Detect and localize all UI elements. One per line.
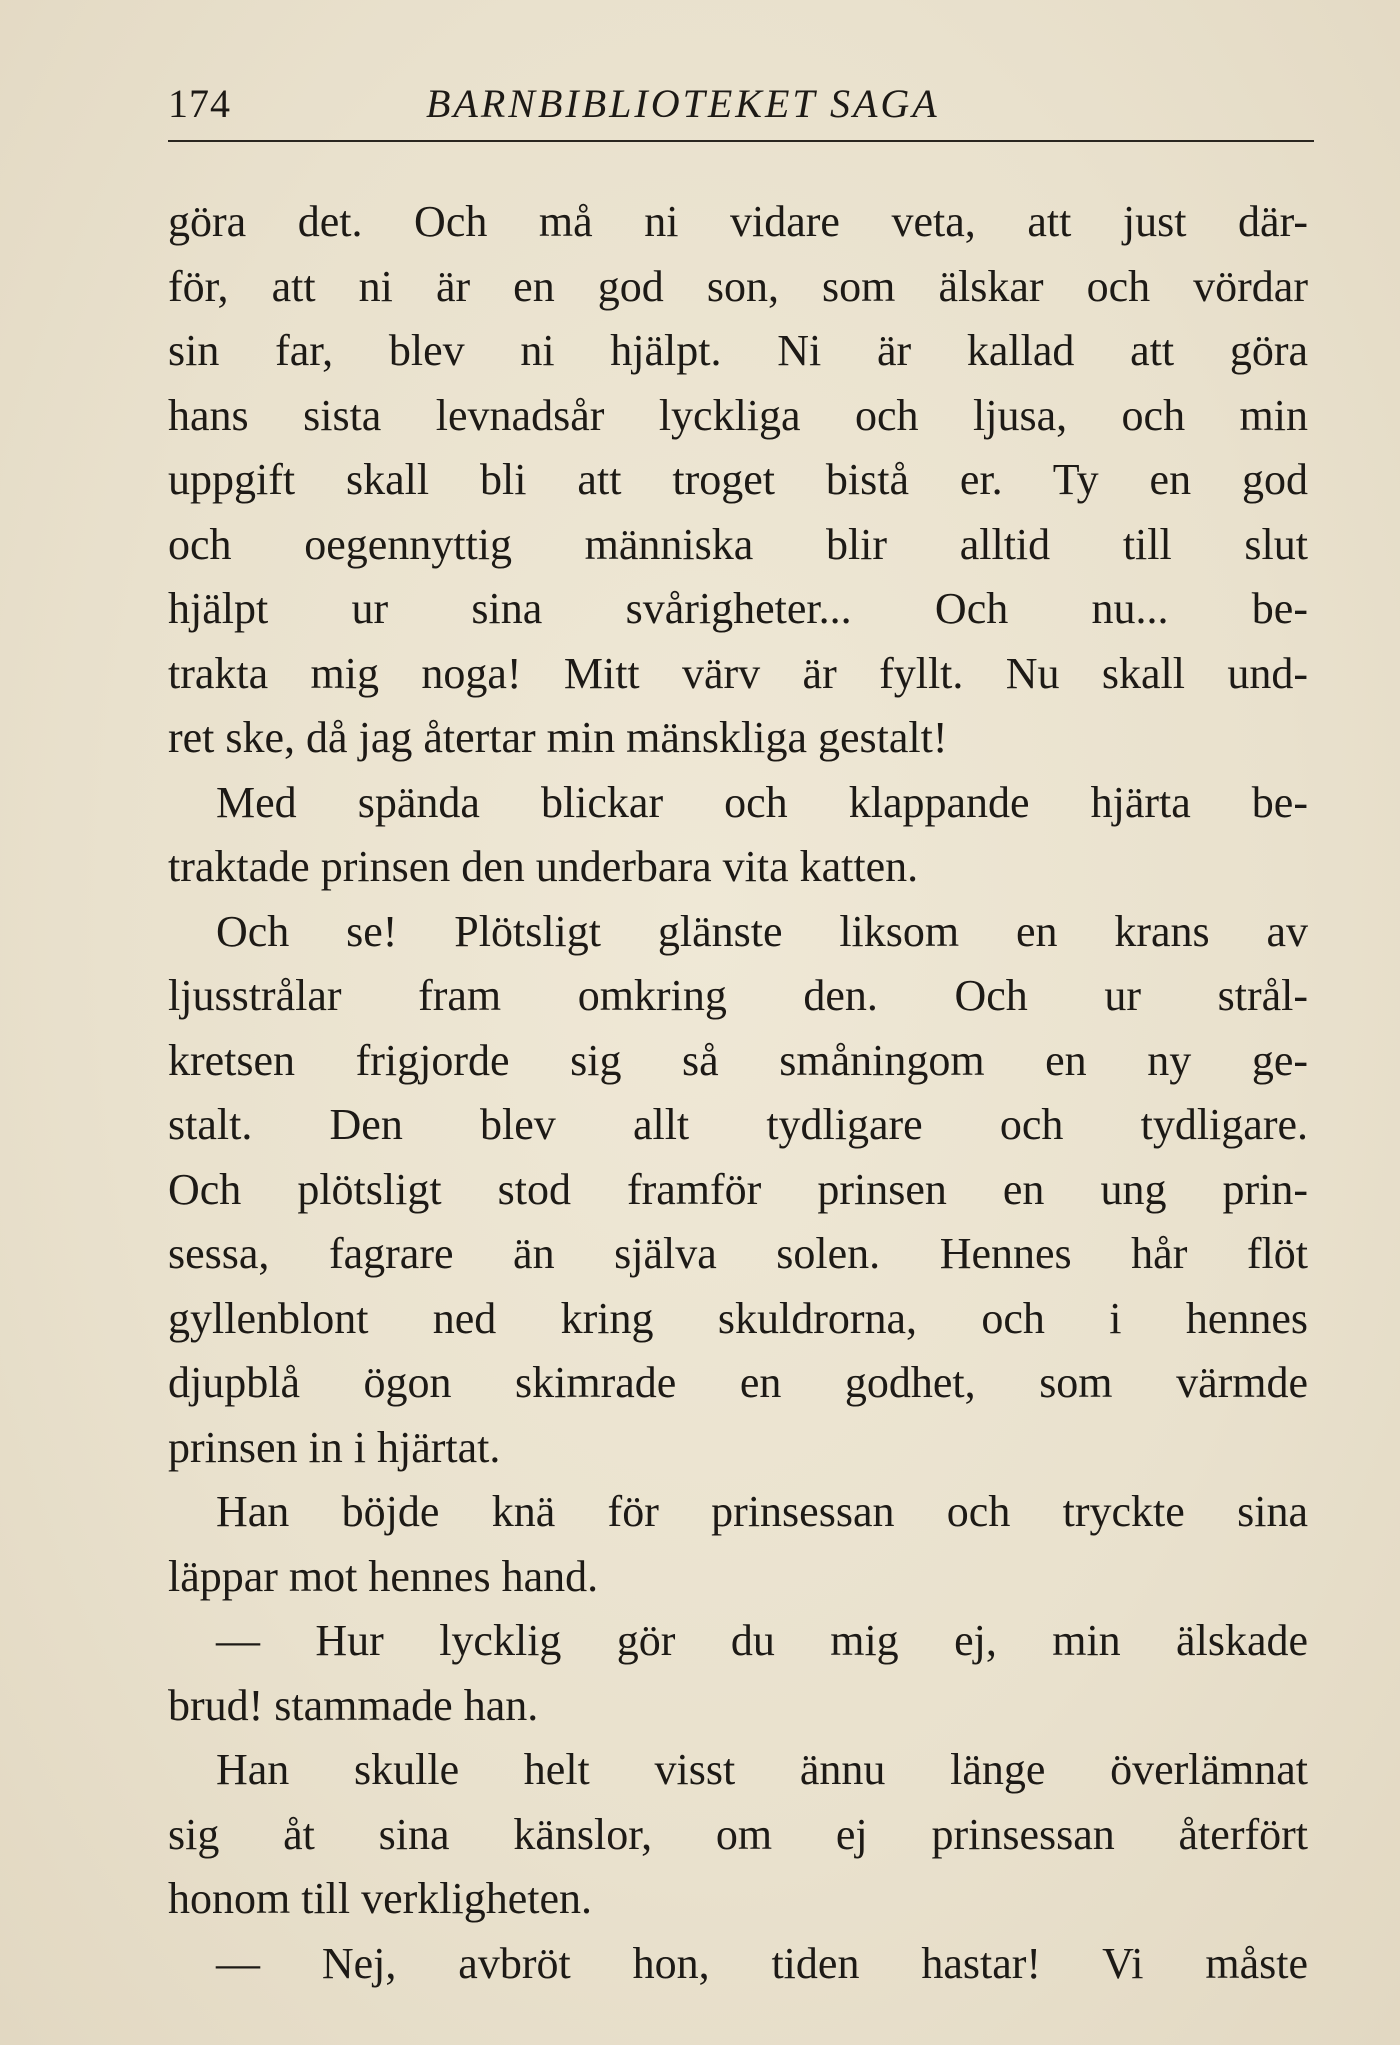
text-line: göra det. Och må ni vidare veta, att just där- bbox=[168, 197, 1308, 246]
text-line: Och plötsligt stod framför prinsen en ung prin- bbox=[168, 1164, 1308, 1214]
page-header bbox=[168, 80, 1308, 136]
body-text bbox=[168, 190, 1308, 1996]
text-line: läppar mot hennes hand. bbox=[168, 1551, 599, 1601]
text-line: hjälpt ur sina svårigheter... Och nu... be- bbox=[168, 584, 1308, 633]
text-line: trakta mig noga! Mitt värv är fyllt. Nu skall und- bbox=[168, 648, 1308, 698]
text-line: ret ske, då jag återtar min mänskliga gestalt! bbox=[168, 713, 948, 762]
text-line: — Nej, avbröt hon, tiden hastar! Vi måste bbox=[216, 1938, 1308, 1988]
text-line: och oegennyttig människa blir alltid till slut bbox=[168, 519, 1308, 569]
header-rule bbox=[168, 140, 1314, 142]
text-line: brud! stammade han. bbox=[168, 1680, 539, 1730]
text-line: kretsen frigjorde sig så småningom en ny ge- bbox=[168, 1035, 1308, 1085]
text-line: Han böjde knä för prinsessan och tryckte sina bbox=[216, 1487, 1308, 1536]
text-line: Han skulle helt visst ännu länge överlämnat bbox=[216, 1745, 1308, 1794]
text-line: uppgift skall bli att troget bistå er. Ty en god bbox=[168, 455, 1308, 504]
text-line: Med spända blickar och klappande hjärta be- bbox=[216, 777, 1308, 827]
text-line: för, att ni är en god son, som älskar och vördar bbox=[168, 261, 1308, 311]
text-line: sessa, fagrare än själva solen. Hennes hår flöt bbox=[168, 1229, 1308, 1278]
page-number: 174 bbox=[168, 81, 231, 126]
text-line: traktade prinsen den underbara vita katten. bbox=[168, 842, 919, 891]
text-line: djupblå ögon skimrade en godhet, som värmde bbox=[168, 1358, 1308, 1407]
text-line: gyllenblont ned kring skuldrorna, och i hennes bbox=[168, 1293, 1308, 1343]
text-line: ljusstrålar fram omkring den. Och ur strål- bbox=[168, 971, 1308, 1020]
text-line: sin far, blev ni hjälpt. Ni är kallad att göra bbox=[168, 326, 1308, 375]
running-title: BARNBIBLIOTEKET SAGA bbox=[426, 81, 940, 126]
text-line: Och se! Plötsligt glänste liksom en krans av bbox=[216, 906, 1308, 956]
text-line: hans sista levnadsår lyckliga och ljusa, och min bbox=[168, 390, 1308, 440]
text-line: stalt. Den blev allt tydligare och tydligare. bbox=[168, 1100, 1308, 1149]
text-line: prinsen in i hjärtat. bbox=[168, 1422, 501, 1472]
text-line: honom till verkligheten. bbox=[168, 1874, 593, 1923]
text-line: sig åt sina känslor, om ej prinsessan återfört bbox=[168, 1809, 1308, 1859]
text-line: — Hur lycklig gör du mig ej, min älskade bbox=[216, 1616, 1308, 1665]
